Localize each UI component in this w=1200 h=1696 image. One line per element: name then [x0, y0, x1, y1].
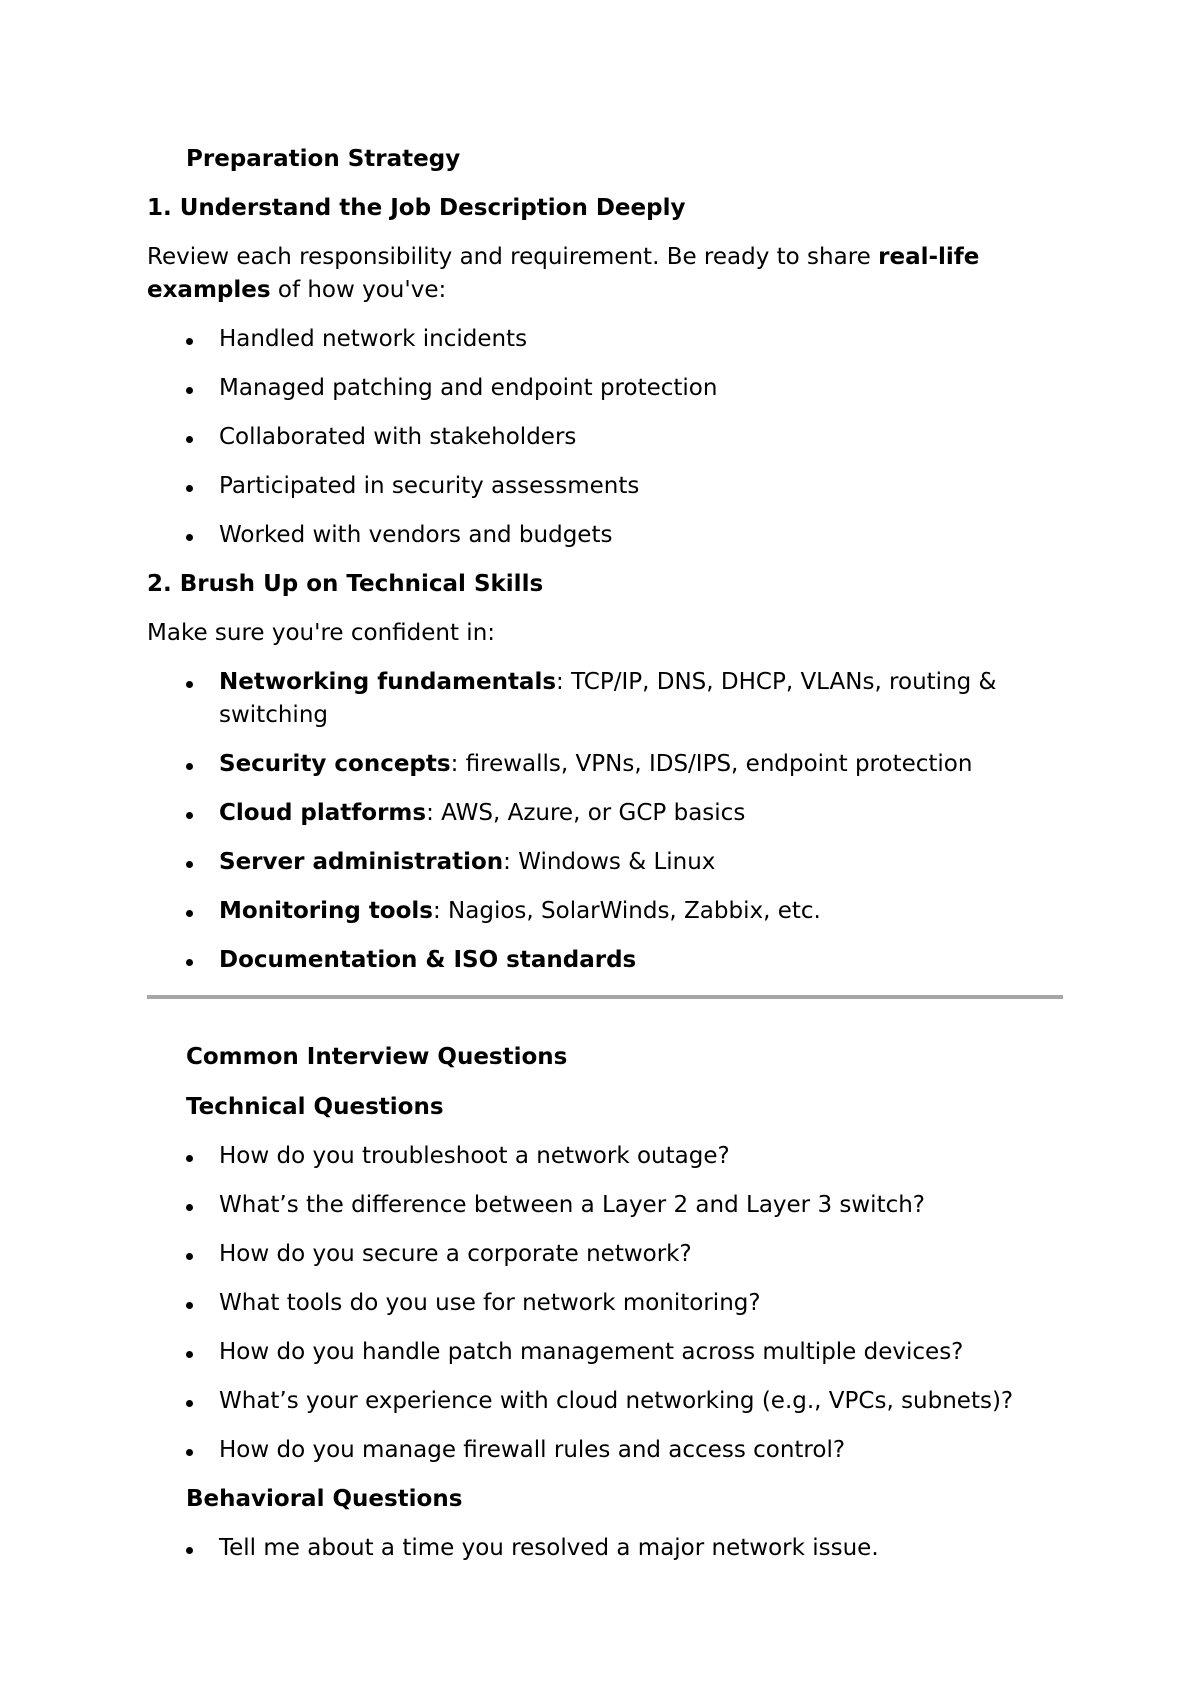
- technical-skills-intro: Make sure you're confident in:: [147, 620, 496, 646]
- list-item: How do you troubleshoot a network outage?: [219, 1140, 730, 1173]
- bullet-icon: [186, 910, 193, 917]
- bullet-icon: [186, 485, 193, 492]
- list-item: [219, 666, 1079, 732]
- skill-label: Server administration: [219, 849, 504, 875]
- skill-text: : Nagios, SolarWinds, Zabbix, etc.: [433, 898, 821, 924]
- list-item: Managed patching and endpoint protection: [219, 372, 717, 405]
- bullet-icon: [186, 1155, 193, 1162]
- job-description-intro: [147, 241, 1067, 307]
- list-item: How do you secure a corporate network?: [219, 1238, 692, 1271]
- skill-text: : firewalls, VPNs, IDS/IPS, endpoint protection: [450, 751, 973, 777]
- list-item: Worked with vendors and budgets: [219, 519, 612, 552]
- list-item: [219, 748, 972, 781]
- section-heading-questions: Common Interview Questions: [186, 1044, 568, 1070]
- intro-text-a: Review each responsibility and requirement. Be ready to share: [147, 244, 879, 270]
- bullet-icon: [186, 959, 193, 966]
- subsection-title-behavioral-questions: Behavioral Questions: [186, 1486, 463, 1512]
- horizontal-divider: [147, 995, 1063, 999]
- skill-label: Documentation & ISO standards: [219, 947, 637, 973]
- list-item: [219, 797, 745, 830]
- list-item: Collaborated with stakeholders: [219, 421, 576, 454]
- bullet-icon: [186, 387, 193, 394]
- list-item: [219, 895, 821, 928]
- bullet-icon: [186, 1253, 193, 1260]
- section-heading-preparation: Preparation Strategy: [186, 146, 461, 172]
- skill-label: Security concepts: [219, 751, 451, 777]
- bullet-icon: [186, 436, 193, 443]
- intro-text-bold: real-life examples: [147, 244, 980, 303]
- bullet-icon: [186, 1204, 193, 1211]
- skill-text: : AWS, Azure, or GCP basics: [426, 800, 746, 826]
- bullet-icon: [186, 338, 193, 345]
- skill-label: Networking fundamentals: [219, 669, 557, 695]
- subsection-title-technical-skills: 2. Brush Up on Technical Skills: [147, 571, 544, 597]
- list-item: [219, 846, 715, 879]
- bullet-icon: [186, 861, 193, 868]
- skill-text: : Windows & Linux: [503, 849, 716, 875]
- list-item: What tools do you use for network monitoring?: [219, 1287, 761, 1320]
- subsection-title-technical-questions: Technical Questions: [186, 1094, 444, 1120]
- subsection-title-job-description: 1. Understand the Job Description Deeply: [147, 195, 686, 221]
- bullet-icon: [186, 1302, 193, 1309]
- bullet-icon: [186, 1400, 193, 1407]
- bullet-icon: [186, 1351, 193, 1358]
- intro-text-b: of how you've:: [270, 277, 447, 303]
- list-item: Handled network incidents: [219, 323, 527, 356]
- skill-label: Monitoring tools: [219, 898, 433, 924]
- list-item: What’s the difference between a Layer 2 and Layer 3 switch?: [219, 1189, 925, 1222]
- list-item: [219, 944, 636, 977]
- list-item: Tell me about a time you resolved a major network issue.: [219, 1532, 879, 1565]
- list-item: Participated in security assessments: [219, 470, 639, 503]
- bullet-icon: [186, 812, 193, 819]
- skill-label: Cloud platforms: [219, 800, 427, 826]
- list-item: How do you manage firewall rules and access control?: [219, 1434, 845, 1467]
- bullet-icon: [186, 534, 193, 541]
- bullet-icon: [186, 681, 193, 688]
- skill-text: : TCP/IP, DNS, DHCP, VLANs, routing & switching: [219, 669, 997, 728]
- bullet-icon: [186, 1449, 193, 1456]
- bullet-icon: [186, 1547, 193, 1554]
- bullet-icon: [186, 763, 193, 770]
- list-item: What’s your experience with cloud networking (e.g., VPCs, subnets)?: [219, 1385, 1013, 1418]
- list-item: How do you handle patch management across multiple devices?: [219, 1336, 963, 1369]
